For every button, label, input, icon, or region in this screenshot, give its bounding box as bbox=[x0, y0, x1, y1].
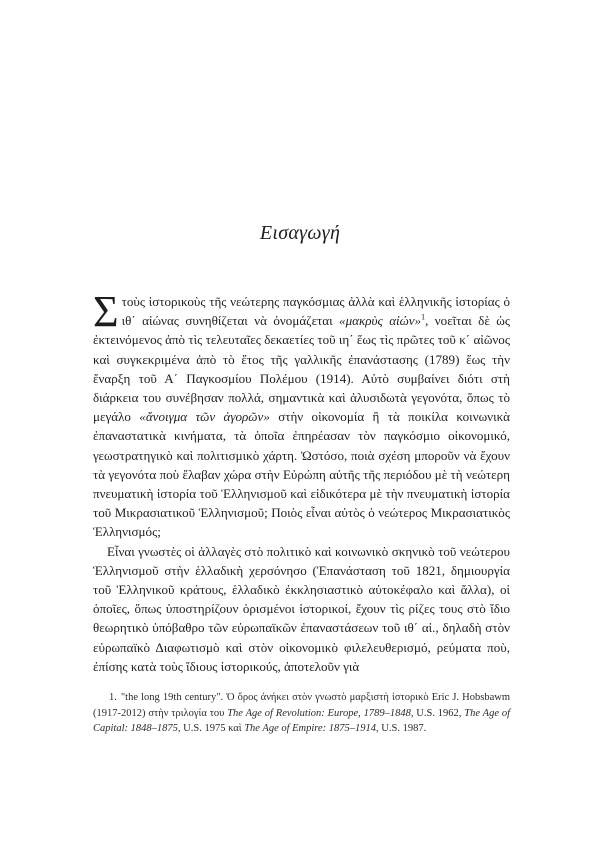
paragraph-1-text-c: στὴν οἰκονομία ἢ τὰ ποικίλα κοινωνικὰ ἐπαναστατικὰ κινήματα, τὰ ὁποῖα ἐπηρέασαν τὸν παγκόσμιο οἰκονομικό, γεωστρατηγικὸ καὶ πολιτισμικὸ χάρτη. Ὡστόσο, ποιὰ σχέση μποροῦν νὰ ἔχουν τὰ γεγονότα ποὺ ἔλαβαν χώρα στὴν Εὐρώπη αὐτῆς τῆς περιόδου μὲ τὴ νεώτερη πνευματικὴ ἱστορία τοῦ Ἑλληνισμοῦ καὶ εἰδικότερα μὲ τὴν πνευματικὴ ἱστορία τοῦ Μικρασιατικοῦ Ἑλληνισμοῦ; Ποιὸς εἶναι αὐτὸς ὁ νεώτερος Μικρασιατικὸς Ἑλληνισμός; bbox=[93, 409, 510, 540]
footnote-1-book-title-1: The Age of Revolution: Europe, 1789–1848 bbox=[227, 707, 411, 719]
footnote-1-text-b: , U.S. 1962, bbox=[410, 707, 465, 719]
paragraph-1-text-a: τοὺς ἱστορικοὺς τῆς νεώτερης παγκόσμιας ἀλλὰ καὶ ἑλληνικῆς ἱστορίας ὁ ιθ΄ αἰώνας συνηθίζεται νὰ ὀνομάζεται bbox=[121, 294, 510, 329]
paragraph-2: Εἶναι γνωστὲς οἱ ἀλλαγὲς στὸ πολιτικὸ καὶ κοινωνικὸ σκηνικὸ τοῦ νεώτερου Ἑλληνισμοῦ στὴν ἑλλαδικὴ χερσόνησο (Ἐπανάσταση τοῦ 1821, δημιουργία τοῦ Ἑλληνικοῦ κράτους, ἑλλαδικὸ ἐκκλησιαστικὸ αὐτοκέφαλο καὶ ἄλλα), οἱ ὁποῖες, ὅπως ὑποστηρίζουν ὁρισμένοι ἱστορικοί, ἔχουν τὶς ρίζες τους στὸ ἴδιο θεωρητικὸ ὑπόβαθρο τῶν εὐρωπαϊκῶν ἐπαναστάσεων τοῦ ιθ΄ αἰ., δηλαδὴ στὸν εὐρωπαϊκὸ Διαφωτισμὸ καὶ στὸν οἰκονομικὸ φιλελευθερισμό, ρεύματα ποὺ, ἐπίσης κατὰ τοὺς ἴδιους ἱστορικούς, ἀποτελοῦν γιὰ bbox=[93, 543, 510, 674]
drop-cap: Σ bbox=[93, 287, 119, 336]
paragraph-1-italic-term-2: «ἄνοιγμα τῶν ἀγορῶν» bbox=[139, 409, 270, 425]
footnotes bbox=[93, 690, 510, 737]
paragraph-1-text-b: , νοεῖται δὲ ὡς ἐκτεινόμενος ἀπὸ τὶς τελευταῖες δεκαετίες τοῦ ιη΄ ἕως τὶς πρῶτες τοῦ κ΄ αἰῶνος καὶ συγκεκριμένα ἀπὸ τὸ ἔτος τῆς γαλλικῆς ἐπανάστασης (1789) ἕως τὴν ἔναρξη τοῦ Α΄ Παγκοσμίου Πολέμου (1914). Αὐτὸ συμβαίνει διότι στὴ διάρκεια του συνέβησαν πολλά, σημαντικὰ καὶ ἀλυσιδωτὰ γεγονότα, ὅπως τὸ μεγάλο bbox=[93, 313, 510, 425]
paragraph-1-italic-term: «μακρὺς αἰών» bbox=[339, 313, 422, 329]
footnote-1-text-c: , U.S. 1975 καὶ bbox=[177, 723, 245, 735]
body-text bbox=[93, 287, 510, 676]
footnote-1-text-a: "the long 19th century". Ὁ ὅρος ἀνήκει στὸν γνωστὸ μαρξιστὴ ἱστορικὸ Eric J. Hobsbawm (1917-2012) στὴν τριλογία του bbox=[93, 692, 510, 719]
paragraph-1 bbox=[93, 287, 510, 542]
footnote-reference[interactable]: 1 bbox=[421, 312, 426, 322]
footnote-1 bbox=[93, 690, 510, 737]
footnote-number: 1. bbox=[109, 692, 117, 703]
chapter-title: Εισαγωγή bbox=[259, 222, 341, 244]
footnote-1-book-title-3: The Age of Empire: 1875–1914 bbox=[244, 723, 377, 735]
footnote-1-text-d: , U.S. 1987. bbox=[376, 723, 427, 735]
footnote-1-book-title-2: The Age of Capital: 1848–1875 bbox=[93, 707, 510, 735]
